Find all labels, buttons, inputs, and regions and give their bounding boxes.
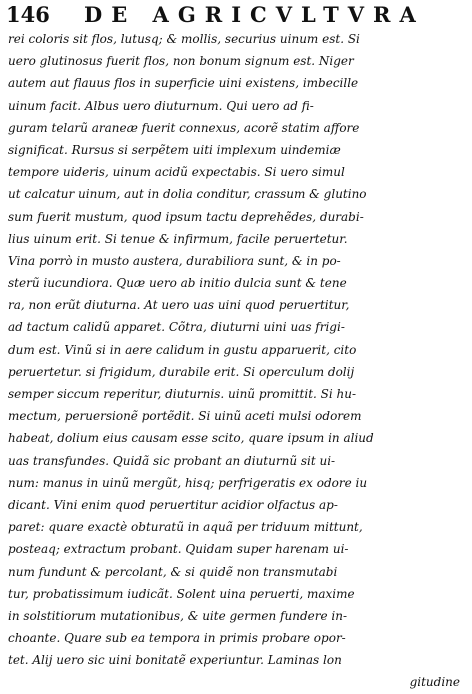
text-line: choante. Quare sub ea tempora in primis probare opor- (8, 631, 346, 646)
text-line: habeat, dolium eius causam esse scito, quare ipsum in aliud (8, 431, 374, 446)
text-line: rei coloris sit flos, lutusq; & mollis, securius uinum est. Si (8, 32, 360, 46)
page-number: 146 (6, 2, 50, 27)
text-line: Vina porrò in musto austera, durabiliora sunt, & in po- (8, 253, 341, 268)
text-line: num: manus in uinũ mergũt, hisq; perfrigeratis ex odore iu (8, 475, 368, 490)
text-line: in solstitiorum mutationibus, & uite germen fundere in- (8, 608, 347, 623)
text-line: mectum, peruersionẽ portẽdit. Si uinũ aceti mulsi odorem (8, 409, 362, 424)
text-line: paret: quare exactè obturatũ in aquã per triduum mittunt, (8, 520, 363, 535)
text-line: semper siccum reperitur, diuturnis. uinũ promittit. Si hu- (8, 387, 357, 401)
running-title: DE AGRICVLTVRA (84, 2, 425, 27)
text-line: ad tactum calidũ apparet. Cõtra, diuturni uini uas frigi- (8, 320, 345, 335)
text-line: sterũ iucundiora. Quæ uero ab initio dulcia sunt & tene (8, 276, 347, 291)
text-line: uero glutinosus fuerit flos, non bonum signum est. Niger (8, 54, 354, 69)
body-text (8, 28, 466, 694)
text-line: posteaq; extractum probant. Quidam super harenam ui- (8, 542, 349, 557)
text-line: autem aut flauus flos in superficie uini existens, imbecille (8, 76, 359, 91)
text-line: uinum facit. Albus uero diuturnum. Qui uero ad fi- (8, 98, 314, 113)
text-line: ra, non erũt diuturna. At uero uas uini quod peruertitur, (8, 298, 350, 313)
text-line: dum est. Vinũ si in aere calidum in gustu apparuerit, cito (8, 342, 357, 357)
text-line: sum fuerit mustum, quod ipsum tactu deprehẽdes, durabi- (8, 209, 364, 224)
page-header (6, 2, 466, 28)
text-line: uas transfundes. Quidã sic probant an diuturnũ sit ui- (8, 453, 336, 468)
text-line: guram telarũ araneæ fuerit connexus, acorẽ statim affore (8, 120, 360, 135)
catchword: gitudine (409, 675, 460, 690)
text-line: tet. Alij uero sic uini bonitatẽ experiuntur. Laminas lon (8, 653, 342, 668)
text-line: tempore uideris, uinum acidũ expectabis. Si uero simul (8, 165, 345, 180)
text-line: tur, probatissimum iudicãt. Solent uina peruerti, maxime (8, 586, 355, 601)
text-line: peruertetur. si frigidum, durabile erit. Si operculum dolij (8, 364, 355, 379)
text-line: dicant. Vini enim quod peruertitur acidior olfactus ap- (8, 497, 338, 512)
text-line: ut calcatur uinum, aut in dolia conditur, crassum & glutino (8, 187, 367, 202)
text-line: significat. Rursus si serpẽtem uiti implexum uindemiæ (8, 142, 341, 157)
text-line: num fundunt & percolant, & si quidẽ non transmutabi (8, 564, 338, 579)
text-line: lius uinum erit. Si tenue & infirmum, facile peruertetur. (8, 231, 348, 246)
